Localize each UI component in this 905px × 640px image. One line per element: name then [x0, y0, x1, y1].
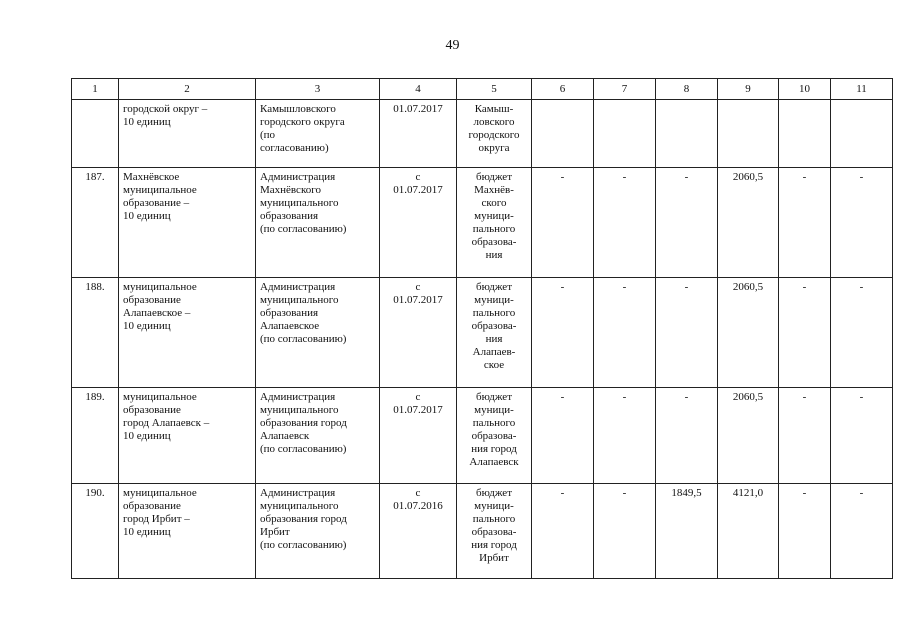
funding-source-cell-line: ского [481, 197, 507, 209]
header-cell-10: 10 [779, 79, 831, 100]
value-cell-7: - [594, 278, 656, 388]
header-cell-1: 1 [72, 79, 119, 100]
municipality-cell-line: Алапаевское – [123, 307, 191, 319]
header-cell-4: 4 [380, 79, 457, 100]
authority-cell-line: Камышловского [260, 103, 336, 115]
value-cell-9: 2060,5 [718, 388, 779, 484]
municipality-cell-line: город Алапаевск – [123, 417, 210, 429]
funding-source-cell-line: Алапаев- [472, 346, 516, 358]
authority-cell-line: Администрация [260, 171, 336, 183]
authority-cell-line: муниципального [260, 294, 339, 306]
value-cell-11: - [831, 278, 893, 388]
value-cell-7: - [594, 484, 656, 579]
date-cell-line: 01.07.2017 [393, 103, 443, 115]
value-cell-6: - [532, 278, 594, 388]
date-cell-line: 01.07.2017 [393, 294, 443, 306]
municipality-cell-line: город Ирбит – [123, 513, 190, 525]
value-cell-9 [718, 100, 779, 168]
municipality-cell-line: 10 единиц [123, 430, 171, 442]
authority-cell [256, 168, 380, 278]
value-cell-8 [656, 100, 718, 168]
funding-source-cell-line: ния [485, 333, 503, 345]
funding-source-cell-line: образова- [471, 430, 517, 442]
date-cell-line: 01.07.2017 [393, 184, 443, 196]
date-cell-line: с [415, 391, 421, 403]
header-cell-2: 2 [119, 79, 256, 100]
authority-cell-line: Администрация [260, 391, 336, 403]
authority-cell-line: (по согласованию) [260, 223, 347, 235]
municipality-cell-line: 10 единиц [123, 210, 171, 222]
municipality-cell-line: муниципальное [123, 184, 197, 196]
authority-cell-line: муниципального [260, 500, 339, 512]
date-cell-line: 01.07.2017 [393, 404, 443, 416]
header-cell-8: 8 [656, 79, 718, 100]
municipality-cell [119, 388, 256, 484]
date-cell [380, 484, 457, 579]
row-number-cell: 189. [72, 388, 119, 484]
authority-cell-line: (по [260, 129, 276, 141]
row-number-cell: 188. [72, 278, 119, 388]
value-cell-6 [532, 100, 594, 168]
funding-source-cell-line: муници- [474, 404, 514, 416]
funding-source-cell-line: пального [472, 513, 516, 525]
header-cell-11: 11 [831, 79, 893, 100]
value-cell-6: - [532, 388, 594, 484]
funding-source-cell-line: пального [472, 417, 516, 429]
authority-cell [256, 278, 380, 388]
date-cell-line: с [415, 171, 421, 183]
date-cell [380, 168, 457, 278]
authority-cell-line: образования [260, 210, 319, 222]
municipality-cell-line: 10 единиц [123, 526, 171, 538]
value-cell-11: - [831, 388, 893, 484]
funding-source-cell-line: ское [483, 359, 505, 371]
municipality-cell-line: образование [123, 500, 181, 512]
municipality-cell [119, 278, 256, 388]
date-cell-line: 01.07.2016 [393, 500, 443, 512]
authority-cell-line: образования город [260, 417, 347, 429]
authority-cell-line: городского округа [260, 116, 345, 128]
authority-cell-line: согласованию) [260, 142, 329, 154]
date-cell-line: с [415, 487, 421, 499]
funding-source-cell-line: бюджет [476, 171, 512, 183]
municipality-cell [119, 168, 256, 278]
authority-cell-line: (по согласованию) [260, 539, 347, 551]
authority-cell-line: (по согласованию) [260, 443, 347, 455]
value-cell-6: - [532, 484, 594, 579]
funding-source-cell-line: ния город [471, 443, 517, 455]
funding-source-cell-line: ловского [473, 116, 515, 128]
value-cell-9: 2060,5 [718, 278, 779, 388]
authority-cell-line: (по согласованию) [260, 333, 347, 345]
authority-cell [256, 100, 380, 168]
value-cell-10 [779, 100, 831, 168]
header-cell-3: 3 [256, 79, 380, 100]
funding-source-cell-line: образова- [471, 320, 517, 332]
municipality-cell-line: 10 единиц [123, 320, 171, 332]
funding-source-cell-line: бюджет [476, 281, 512, 293]
municipality-cell [119, 484, 256, 579]
value-cell-10: - [779, 278, 831, 388]
funding-source-cell [457, 484, 532, 579]
authority-cell-line: Ирбит [260, 526, 290, 538]
row-number-cell [72, 100, 119, 168]
funding-source-cell-line: городского [468, 129, 520, 141]
municipality-cell [119, 100, 256, 168]
value-cell-9: 4121,0 [718, 484, 779, 579]
funding-source-cell-line: Камыш- [474, 103, 514, 115]
authority-cell-line: Алапаевск [260, 430, 310, 442]
value-cell-8: - [656, 278, 718, 388]
value-cell-10: - [779, 484, 831, 579]
funding-source-cell-line: Ирбит [479, 552, 509, 564]
table-header-row [72, 79, 893, 100]
value-cell-8: - [656, 388, 718, 484]
municipality-cell-line: образование [123, 294, 181, 306]
table-row [72, 388, 893, 484]
funding-source-cell-line: муници- [474, 500, 514, 512]
authority-cell-line: Алапаевское [260, 320, 320, 332]
authority-cell-line: образования [260, 307, 319, 319]
funding-source-cell-line: ния [485, 249, 503, 261]
page-number: 49 [445, 38, 460, 53]
value-cell-11: - [831, 168, 893, 278]
table-row [72, 278, 893, 388]
value-cell-8: - [656, 168, 718, 278]
value-cell-7: - [594, 168, 656, 278]
value-cell-6: - [532, 168, 594, 278]
row-number-cell: 187. [72, 168, 119, 278]
funding-source-cell-line: бюджет [476, 487, 512, 499]
municipality-cell-line: муниципальное [123, 281, 197, 293]
value-cell-10: - [779, 168, 831, 278]
funding-source-cell-line: образова- [471, 236, 517, 248]
funding-source-cell-line: бюджет [476, 391, 512, 403]
municipality-cell-line: Махнёвское [123, 171, 180, 183]
funding-source-cell [457, 278, 532, 388]
funding-source-cell-line: округа [478, 142, 510, 154]
municipality-cell-line: городской округ – [123, 103, 208, 115]
date-cell [380, 388, 457, 484]
funding-source-cell-line: ния город [471, 539, 517, 551]
authority-cell-line: муниципального [260, 404, 339, 416]
value-cell-11 [831, 100, 893, 168]
funding-source-cell [457, 100, 532, 168]
funding-source-cell [457, 388, 532, 484]
value-cell-9: 2060,5 [718, 168, 779, 278]
data-table [71, 78, 893, 579]
table-row [72, 168, 893, 278]
table-row [72, 484, 893, 579]
header-cell-5: 5 [457, 79, 532, 100]
funding-source-cell-line: муници- [474, 210, 514, 222]
funding-source-cell-line: Махнёв- [474, 184, 514, 196]
funding-source-cell [457, 168, 532, 278]
value-cell-7 [594, 100, 656, 168]
value-cell-8: 1849,5 [656, 484, 718, 579]
header-cell-6: 6 [532, 79, 594, 100]
municipality-cell-line: образование – [123, 197, 190, 209]
header-cell-9: 9 [718, 79, 779, 100]
value-cell-7: - [594, 388, 656, 484]
authority-cell-line: Администрация [260, 487, 336, 499]
municipality-cell-line: 10 единиц [123, 116, 171, 128]
date-cell [380, 100, 457, 168]
date-cell [380, 278, 457, 388]
municipality-cell-line: муниципальное [123, 391, 197, 403]
municipality-cell-line: муниципальное [123, 487, 197, 499]
authority-cell [256, 388, 380, 484]
table-row [72, 100, 893, 168]
authority-cell [256, 484, 380, 579]
row-number-cell: 190. [72, 484, 119, 579]
municipality-cell-line: образование [123, 404, 181, 416]
value-cell-10: - [779, 388, 831, 484]
date-cell-line: с [415, 281, 421, 293]
header-cell-7: 7 [594, 79, 656, 100]
funding-source-cell-line: образова- [471, 526, 517, 538]
funding-source-cell-line: муници- [474, 294, 514, 306]
authority-cell-line: Махнёвского [260, 184, 321, 196]
authority-cell-line: Администрация [260, 281, 336, 293]
funding-source-cell-line: пального [472, 223, 516, 235]
funding-source-cell-line: Алапаевск [469, 456, 519, 468]
authority-cell-line: муниципального [260, 197, 339, 209]
authority-cell-line: образования город [260, 513, 347, 525]
value-cell-11: - [831, 484, 893, 579]
funding-source-cell-line: пального [472, 307, 516, 319]
